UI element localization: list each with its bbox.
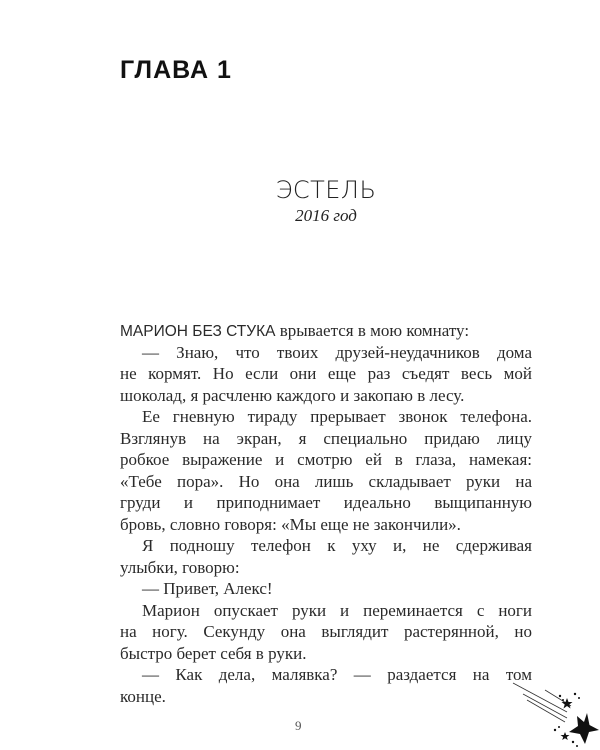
paragraph-line: конце. <box>120 686 166 706</box>
paragraph-line: бровь, словно говоря: «Мы еще не закончили». <box>120 514 461 534</box>
section-year: 2016 год <box>295 206 357 225</box>
shooting-star-icon <box>505 680 600 750</box>
paragraph-line: Ее гневную тираду прерывает звонок телефона. <box>142 407 532 426</box>
page-number: 9 <box>295 718 302 733</box>
paragraph-line: не кормят. Но если они еще раз съедят весь мой <box>120 364 532 383</box>
paragraph-line: — Как дела, малявка? — раздается на том <box>142 665 532 684</box>
paragraph-line: Я подношу телефон к уху и, не сдерживая <box>142 536 532 555</box>
paragraph-line: робкое выражение и смотрю ей в глаза, намекая: <box>120 450 532 469</box>
section-heading: ЭСТЕЛЬ <box>275 176 377 204</box>
paragraph-line: на ногу. Секунду она выглядит растерянной, но <box>120 622 532 641</box>
paragraph-line: — Знаю, что твоих друзей-неудачников дома <box>142 342 532 362</box>
chapter-title: ГЛАВА 1 <box>120 56 232 84</box>
paragraph-line <box>120 320 532 342</box>
line-text: врывается в мою комнату: <box>275 321 470 340</box>
paragraph-line: груди и приподнимает идеально выщипанную <box>120 493 532 512</box>
paragraph-line: Взглянув на экран, я специально придаю лицу <box>120 428 532 448</box>
paragraph-line: быстро берет себя в руки. <box>120 643 307 663</box>
paragraph-line: Марион опускает руки и переминается с ноги <box>142 600 532 620</box>
paragraph-line: «Тебе пора». Но она лишь складывает руки на <box>120 471 532 491</box>
paragraph-line: — Привет, Алекс! <box>142 579 273 598</box>
body-text <box>120 320 532 707</box>
opening-caps: МАРИОН БЕЗ СТУКА <box>120 323 276 340</box>
paragraph-line: улыбки, говорю: <box>120 557 240 577</box>
paragraph-line: шоколад, я расчленю каждого и закопаю в лесу. <box>120 385 465 405</box>
